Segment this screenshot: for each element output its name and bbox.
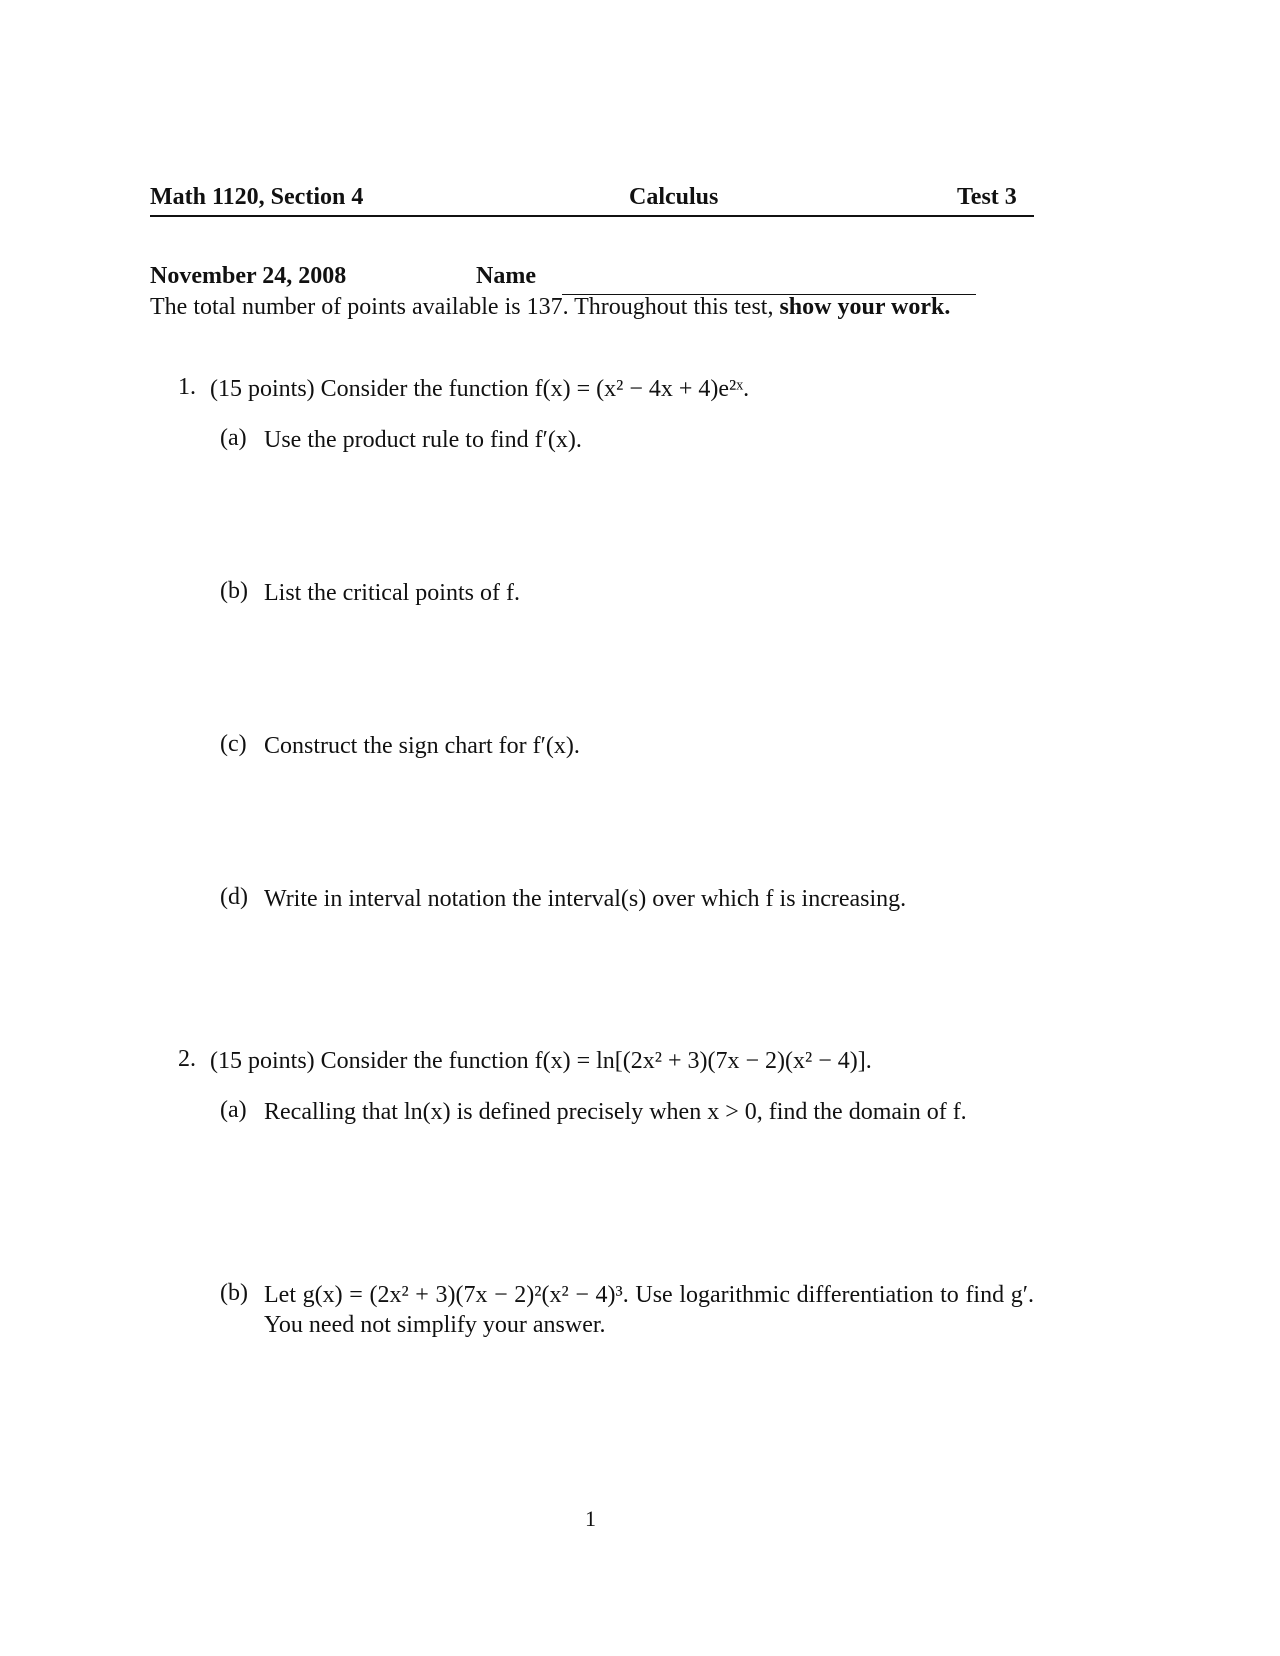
question-1-number: 1.	[178, 374, 196, 400]
name-label: Name	[476, 263, 536, 289]
q2-part-a-label: (a)	[220, 1097, 247, 1123]
page-number: 1	[585, 1506, 596, 1531]
q2-part-b-text: Let g(x) = (2x² + 3)(7x − 2)²(x² − 4)³. Use logarithmic differentiation to find g′. You need not simplify your answer.	[264, 1282, 1034, 1338]
q1-part-a-label: (a)	[220, 425, 247, 451]
q1-part-d-label: (d)	[220, 884, 248, 910]
instructions-text: The total number of points available is 137. Throughout this test,	[150, 294, 780, 320]
q1-part-d-text: Write in interval notation the interval(s) over which f is increasing.	[264, 886, 907, 912]
exam-date: November 24, 2008	[150, 263, 347, 289]
header-rule	[150, 215, 1034, 217]
course-title: Math 1120, Section 4	[150, 184, 364, 210]
instructions-emphasis: show your work.	[779, 294, 951, 320]
q1-part-c-label: (c)	[220, 731, 247, 757]
q1-part-b-label: (b)	[220, 578, 248, 604]
q2-part-a-text: Recalling that ln(x) is defined precisely when x > 0, find the domain of f.	[264, 1099, 967, 1125]
q1-part-c-text: Construct the sign chart for f′(x).	[264, 733, 580, 759]
question-2-number: 2.	[178, 1046, 196, 1072]
q1-part-b-text: List the critical points of f.	[264, 580, 520, 606]
question-1-prompt: (15 points) Consider the function f(x) = (x² − 4x + 4)e²ˣ.	[210, 376, 750, 402]
question-2-prompt: (15 points) Consider the function f(x) = ln[(2x² + 3)(7x − 2)(x² − 4)].	[210, 1048, 872, 1074]
q1-part-a-text: Use the product rule to find f′(x).	[264, 427, 582, 453]
instructions	[150, 292, 1034, 322]
subject-title: Calculus	[629, 184, 719, 210]
test-title: Test 3	[957, 184, 1017, 210]
q2-part-b-label: (b)	[220, 1280, 248, 1306]
